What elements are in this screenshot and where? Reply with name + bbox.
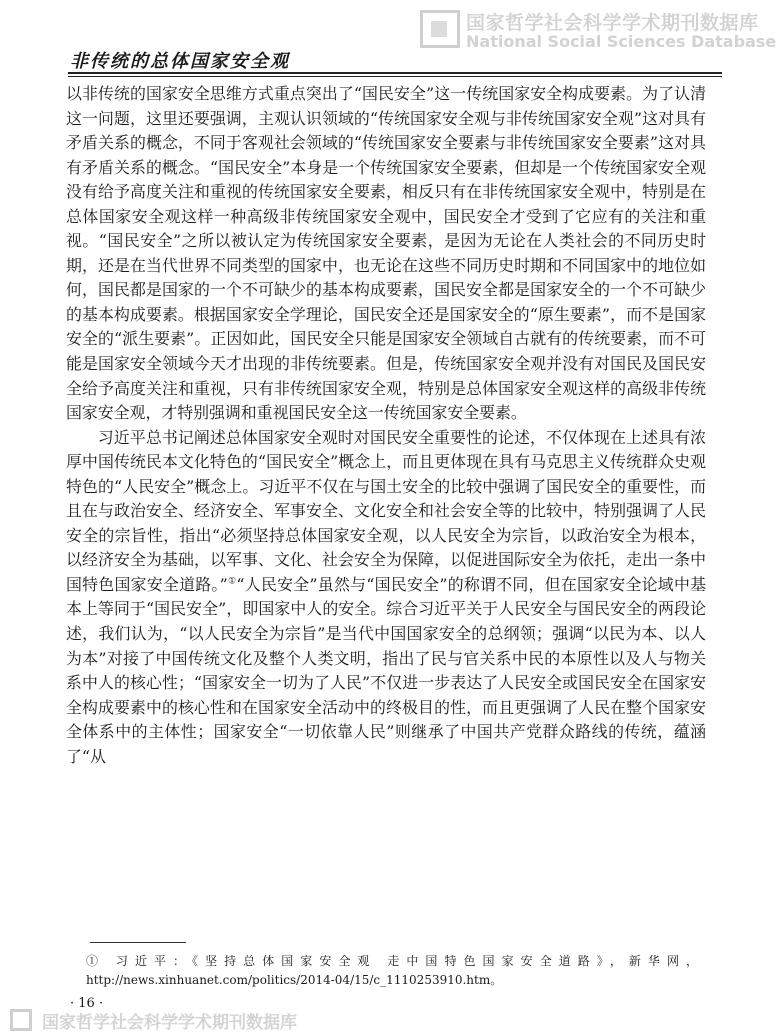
header-rule [68, 72, 722, 74]
paragraph-2-part-a: 习近平总书记阐述总体国家安全观时对国民安全重要性的论述，不仅体现在上述具有浓厚中国传统民本文化特色的“国民安全”概念上，而且更体现在具有马克思主义传统群众史观特色的“人民安全”概念上。习近平不仅在与国土安全的比较中强调了国民安全的重要性，而且在与政治安全、经济安全、军事安全、文化安全和社会安全等的比较中，特别强调了人民安全的宗旨性，指出“必须坚持总体国家安全观，以人民安全为宗旨，以政治安全为根本，以经济安全为基础，以军事、文化、社会安全为保障，以促进国际安全为依托，走出一条中国特色国家安全道路。” [66, 427, 706, 594]
paragraph-2 [66, 426, 706, 770]
running-header: 非传统的总体国家安全观 [70, 51, 290, 72]
watermark-cn: 国家哲学社会科学学术期刊数据库 [466, 12, 759, 34]
page-number: · 16 · [70, 996, 104, 1011]
footnote-rule [90, 942, 186, 943]
watermark-bottom-cn: 国家哲学社会科学学术期刊数据库 [42, 1013, 297, 1033]
body-text [66, 82, 706, 769]
watermark-en: National Social Sciences Database [466, 32, 776, 51]
watermark-top [420, 6, 776, 54]
header-rule-thin [68, 76, 722, 77]
paragraph-1: 以非传统的国家安全思维方式重点突出了“国民安全”这一传统国家安全构成要素。为了认清这一问题，这里还要强调，主观认识领域的“传统国家安全观与非传统国家安全观”这对具有矛盾关系的概念，不同于客观社会领域的“传统国家安全要素与非传统国家安全要素”这对具有矛盾关系的概念。“国民安全”本身是一个传统国家安全要素，但却是一个传统国家安全观没有给予高度关注和重视的传统国家安全要素，相反只有在非传统国家安全观中，特别是在总体国家安全观这样一种高级非传统国家安全观中，国民安全才受到了它应有的关注和重视。“国民安全”之所以被认定为传统国家安全要素，是因为无论在人类社会的不同历史时期，还是在当代世界不同类型的国家中，也无论在这些不同历史时期和不同国家中的地位如何，国民都是国家的一个不可缺少的基本构成要素，国民安全都是国家安全的一个不可缺少的基本构成要素。根据国家安全学理论，国民安全还是国家安全的“原生要素”，而不是国家安全的“派生要素”。正因如此，国民安全只能是国家安全领域自古就有的传统要素，而不可能是国家安全领域今天才出现的非传统要素。但是，传统国家安全观并没有对国民及国民安全给予高度关注和重视，只有非传统国家安全观，特别是总体国家安全观这样的高级非传统国家安全观，才特别强调和重视国民安全这一传统国家安全要素。 [66, 84, 706, 423]
footnote-ref[interactable]: ① [227, 576, 237, 587]
paragraph-2-part-b: “人民安全”虽然与“国民安全”的称谓不同，但在国家安全论域中基本上等同于“国民安全”，即国家中人的安全。综合习近平关于人民安全与国民安全的两段论述，我们认为，“以人民安全为宗旨”是当代中国国家安全的总纲领；强调“以民为本、以人为本”对接了中国传统文化及整个人类文明，指出了民与官关系中民的本原性以及人与物关系中人的核心性；“国家安全一切为了人民”不仅进一步表达了人民安全或国民安全在国家安全构成要素中的核心性和在国家安全活动中的终极目的性，而且更强调了人民在整个国家安全体系中的主体性；国家安全“一切依靠人民”则继承了中国共产党群众路线的传统，蕴涵了“从 [66, 574, 706, 766]
database-logo-icon [420, 10, 460, 48]
database-logo-icon [10, 1009, 32, 1031]
watermark-bottom [10, 1007, 370, 1032]
footnote: ① 习近平：《坚持总体国家安全观 走中国特色国家安全道路》，新华网，http://news.xinhuanet.com/politics/2014-04/15/c_1110253910.htm。 [86, 954, 698, 987]
